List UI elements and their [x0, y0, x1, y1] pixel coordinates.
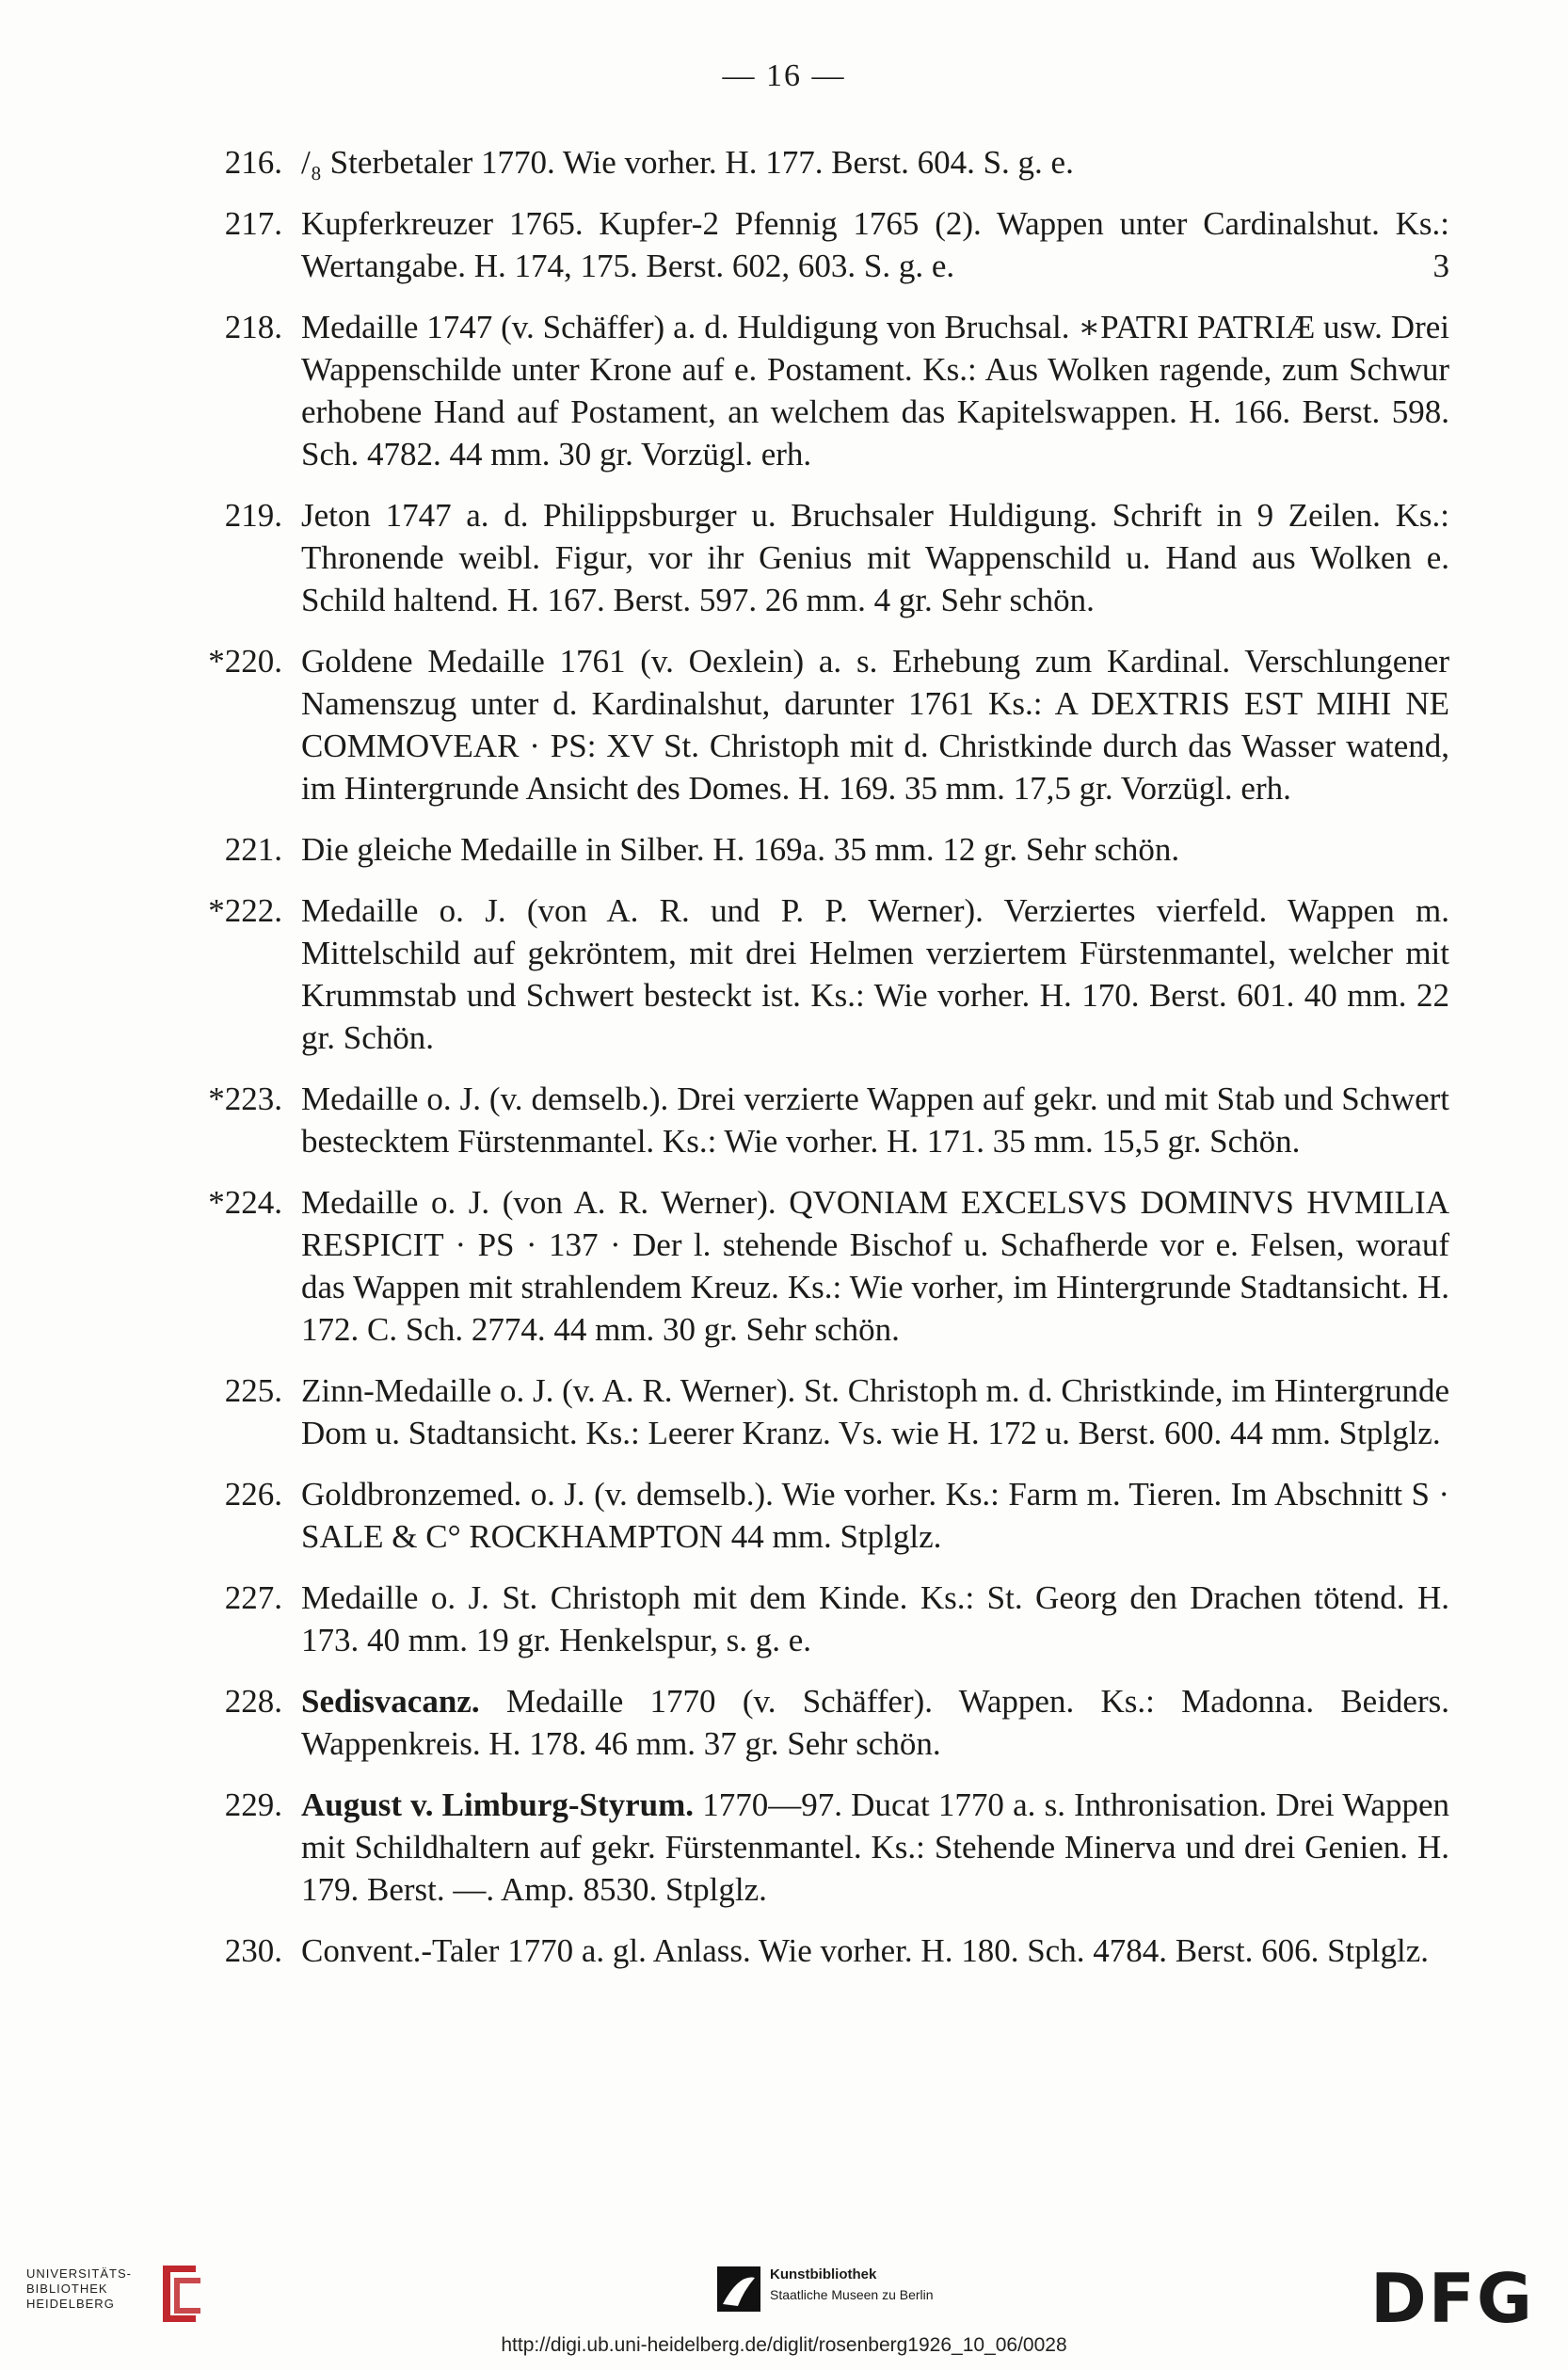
entry-description: Medaille 1747 (v. Schäffer) a. d. Huldigung von Bruchsal. ∗PATRI PATRIÆ usw. Drei Wappenschilde unter Krone auf e. Postament. Ks.: Aus Wolken ragende, zum Schwur erhobene Hand auf Postament, an welchem das Kapitelswappen. H. 166. Berst. 598. Sch. 4782. 44 mm. 30 gr. Vorzügl. erh. — [301, 309, 1449, 472]
kunstbibliothek-subtitle: Staatliche Museen zu Berlin — [770, 2287, 934, 2302]
entry-number: 221. — [224, 831, 282, 868]
entry-description: /₈ Sterbetaler 1770. Wie vorher. H. 177. Berst. 604. S. g. e. — [301, 144, 1074, 181]
dfg-logo: DFG — [1369, 2259, 1534, 2338]
catalog-entry — [141, 1078, 1449, 1162]
entry-heading: Sedisvacanz. — [301, 1683, 480, 1720]
catalog-entry — [141, 1930, 1449, 1972]
catalog-entry — [141, 494, 1449, 621]
entry-number: *224. — [208, 1184, 282, 1221]
entry-description: Medaille o. J. (v. demselb.). Drei verzierte Wappen auf gekr. und mit Stab und Schwert bestecktem Fürstenmantel. Ks.: Wie vorher. H. 171. 35 mm. 15,5 gr. Schön. — [301, 1081, 1449, 1160]
entry-description: Kupferkreuzer 1765. Kupfer-2 Pfennig 1765 (2). Wappen unter Cardinalshut. Ks.: Wertangabe. H. 174, 175. Berst. 602, 603. S. g. e. — [301, 205, 1449, 284]
catalog-entry — [141, 1181, 1449, 1351]
entry-heading: August v. Limburg-Styrum. — [301, 1786, 695, 1823]
entry-number: 219. — [224, 497, 282, 534]
entry-number: 228. — [224, 1683, 282, 1720]
entry-description: 1770—97. Ducat 1770 a. s. Inthronisation. Drei Wappen mit Schildhaltern auf gekr. Fürstenmantel. Ks.: Stehende Minerva und drei Genien. H. 179. Berst. —. Amp. 8530. Stplglz. — [301, 1786, 1449, 1908]
entry-description: Jeton 1747 a. d. Philippsburger u. Bruchsaler Huldigung. Schrift in 9 Zeilen. Ks.: Thronende weibl. Figur, vor ihr Genius mit Wappenschild u. Hand aus Wolken e. Schild haltend. H. 167. Berst. 597. 26 mm. 4 gr. Sehr schön. — [301, 497, 1449, 618]
catalog-entry — [141, 1473, 1449, 1558]
entry-number: 216. — [224, 144, 282, 181]
catalog-entry — [141, 202, 1449, 287]
catalog-entry — [141, 1369, 1449, 1454]
catalog-entry — [141, 828, 1449, 871]
entry-number: 229. — [224, 1786, 282, 1823]
entry-number: *222. — [208, 892, 282, 929]
catalog-entry — [141, 889, 1449, 1059]
university-mark-icon — [153, 2261, 210, 2327]
university-library-logo — [26, 2261, 215, 2336]
catalog-entry — [141, 1784, 1449, 1911]
footer — [0, 2240, 1568, 2370]
entry-description: Goldene Medaille 1761 (v. Oexlein) a. s. Erhebung zum Kardinal. Verschlungener Namenszug unter d. Kardinalshut, darunter 1761 Ks.: A DEXTRIS EST MIHI NE COMMOVEAR · PS: XV St. Christoph mit d. Christkinde durch das Wasser watend, im Hintergrunde Ansicht des Domes. H. 169. 35 mm. 17,5 gr. Vorzügl. erh. — [301, 643, 1449, 807]
kunstbibliothek-logo — [715, 2265, 1054, 2321]
university-library-name: UNIVERSITÄTS- BIBLIOTHEK HEIDELBERG — [26, 2266, 132, 2311]
entry-number: 227. — [224, 1579, 282, 1616]
kunstbibliothek-mark-icon — [715, 2265, 762, 2314]
entry-description: Zinn-Medaille o. J. (v. A. R. Werner). St. Christoph m. d. Christkinde, im Hintergrunde Dom u. Stadtansicht. Ks.: Leerer Kranz. Vs. wie H. 172 u. Berst. 600. 44 mm. Stplglz. — [301, 1372, 1449, 1451]
catalog-entry — [141, 640, 1449, 809]
entry-description: Medaille o. J. (von A. R. und P. P. Werner). Verziertes vierfeld. Wappen m. Mittelschild auf gekröntem, mit drei Helmen verziertem Fürstenmantel, welcher mit Krummstab und Schwert besteckt ist. Ks.: Wie vorher. H. 170. Berst. 601. 40 mm. 22 gr. Schön. — [301, 892, 1449, 1056]
catalog-entry — [141, 141, 1449, 184]
entry-price: 3 — [1432, 248, 1449, 284]
page-number: — 16 — — [722, 58, 846, 93]
source-url[interactable]: http://digi.ub.uni-heidelberg.de/diglit/rosenberg1926_10_06/0028 — [501, 2334, 1067, 2356]
entry-number: 225. — [224, 1372, 282, 1409]
entry-number: 230. — [224, 1932, 282, 1969]
entry-number: *223. — [208, 1081, 282, 1117]
entry-number: 226. — [224, 1476, 282, 1513]
entry-number: 217. — [224, 205, 282, 242]
entry-description: Medaille o. J. St. Christoph mit dem Kinde. Ks.: St. Georg den Drachen tötend. H. 173. 40 mm. 19 gr. Henkelspur, s. g. e. — [301, 1579, 1449, 1658]
entry-description: Medaille 1770 (v. Schäffer). Wappen. Ks.: Madonna. Beiders. Wappenkreis. H. 178. 46 mm. 37 gr. Sehr schön. — [301, 1683, 1449, 1762]
entry-number: 218. — [224, 309, 282, 345]
catalog-entry — [141, 1680, 1449, 1765]
entry-description: Die gleiche Medaille in Silber. H. 169a. 35 mm. 12 gr. Sehr schön. — [301, 831, 1180, 868]
entry-number: *220. — [208, 643, 282, 680]
catalog-entry — [141, 306, 1449, 475]
kunstbibliothek-title: Kunstbibliothek — [770, 2266, 877, 2282]
entry-description: Convent.-Taler 1770 a. gl. Anlass. Wie vorher. H. 180. Sch. 4784. Berst. 606. Stplglz. — [301, 1932, 1429, 1969]
catalog-entry — [141, 1577, 1449, 1661]
entry-description: Goldbronzemed. o. J. (v. demselb.). Wie vorher. Ks.: Farm m. Tieren. Im Abschnitt S · SALE & C° ROCKHAMPTON 44 mm. Stplglz. — [301, 1476, 1449, 1555]
catalog-entries — [141, 141, 1449, 1991]
entry-description: Medaille o. J. (von A. R. Werner). QVONIAM EXCELSVS DOMINVS HVMILIA RESPICIT · PS · 137 · Der l. stehende Bischof u. Schafherde vor e. Felsen, worauf das Wappen mit strahlendem Kreuz. Ks.: Wie vorher, im Hintergrunde Stadtansicht. H. 172. C. Sch. 2774. 44 mm. 30 gr. Sehr schön. — [301, 1184, 1449, 1348]
